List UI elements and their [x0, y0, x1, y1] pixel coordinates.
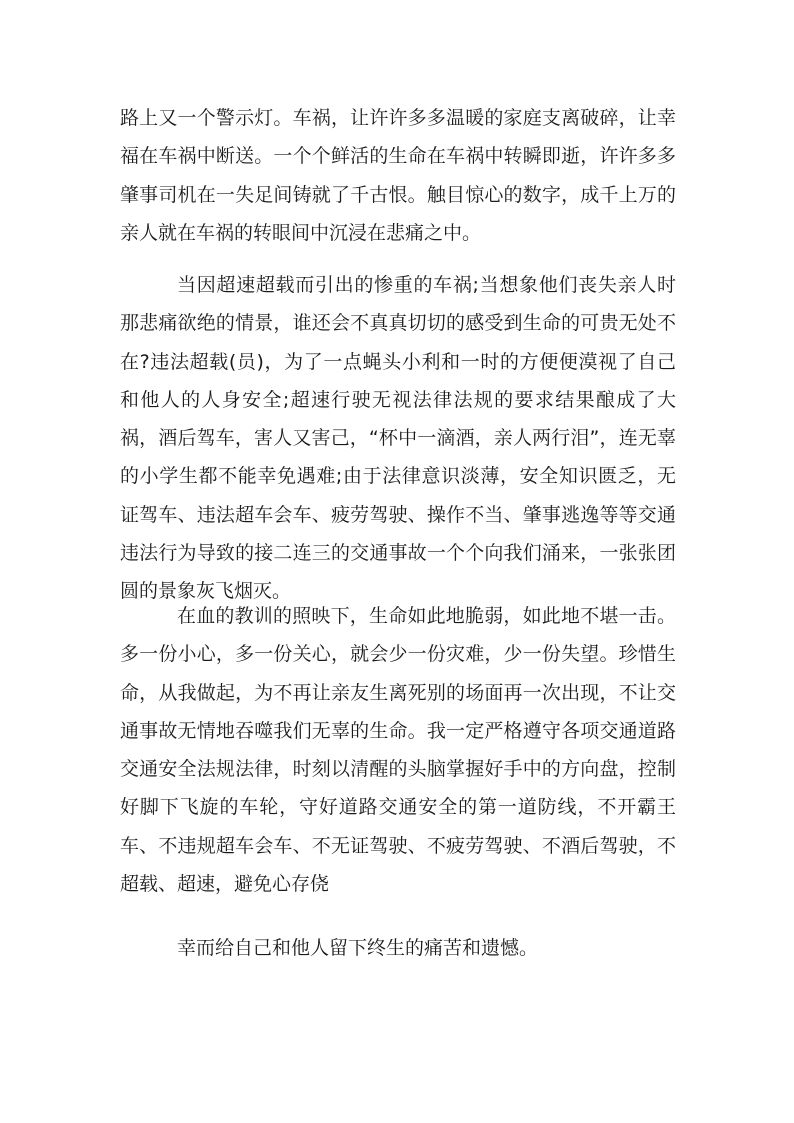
- paragraph-1: 路上又一个警示灯。车祸，让许许多多温暖的家庭支离破碎，让幸福在车祸中断送。一个个鲜活的生命在车祸中转瞬即逝，许许多多肇事司机在一失足间铸就了千古恨。触目惊心的数字，成千上万的亲人就在车祸的转眼间中沉浸在悲痛之中。: [120, 107, 676, 244]
- paragraph-2: 当因超速超载而引出的惨重的车祸;当想象他们丧失亲人时那悲痛欲绝的情景，谁还会不真真切切的感受到生命的可贵无处不在?违法超载(员)，为了一点蝇头小利和一时的方便便漠视了自己和他人的人身安全;超速行驶无视法律法规的要求结果酿成了大祸，酒后驾车，害人又害己，“杯中一滴酒，亲人两行泪”，连无辜的小学生都不能幸免遇难;由于法律意识淡薄，安全知识匮乏，无证驾车、违法超车会车、疲劳驾驶、操作不当、肇事逃逸等等交通违法行为导致的接二连三的交通事故一个个向我们涌来，一张张团圆的景象灰飞烟灭。: [120, 274, 676, 603]
- paragraph-4: 幸而给自己和他人留下终生的痛苦和遗憾。: [177, 937, 539, 959]
- paragraph-3: 在血的教训的照映下，生命如此地脆弱，如此地不堪一击。多一份小心，多一份关心，就会少一份灾难，少一份失望。珍惜生命，从我做起，为不再让亲友生离死别的场面再一次出现，不让交通事故无情地吞噬我们无辜的生命。我一定严格遵守各项交通道路交通安全法规法律，时刻以清醒的头脑掌握好手中的方向盘，控制好脚下飞旋的车轮，守好道路交通安全的第一道防线，不开霸王车、不违规超车会车、不无证驾驶、不疲劳驾驶、不酒后驾驶，不超载、超速，避免心存侥: [120, 605, 676, 896]
